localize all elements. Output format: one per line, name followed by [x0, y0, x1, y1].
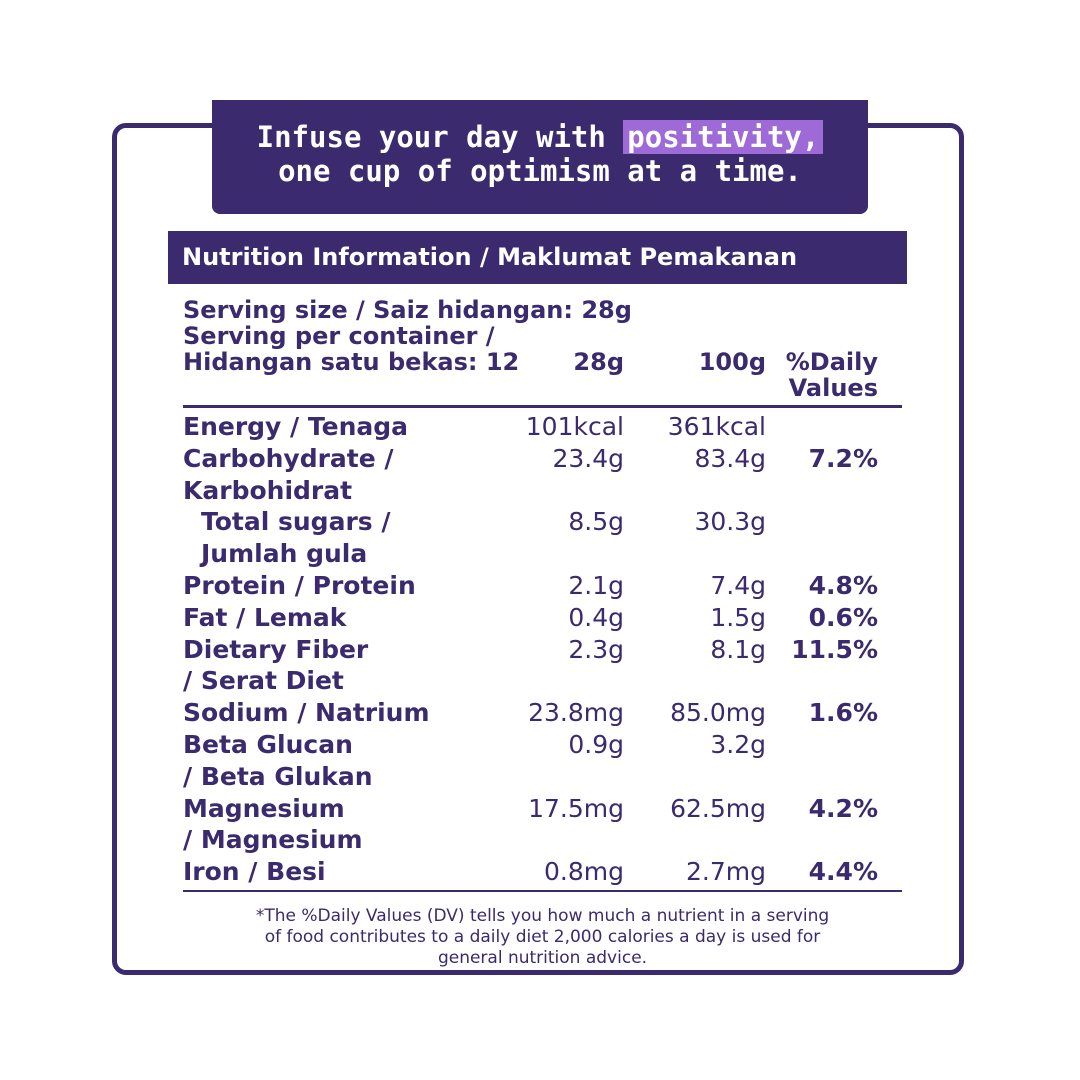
tagline-banner [212, 100, 868, 214]
value-per-28g: 0.8mg [544, 857, 624, 886]
footer-divider [183, 890, 902, 892]
table-row [0, 570, 1080, 602]
nutrient-label: / Beta Glukan [183, 762, 373, 791]
serving-per-container-2: Hidangan satu bekas: 12 [183, 348, 520, 376]
column-header-daily-values [786, 349, 878, 401]
value-per-100g: 2.7mg [686, 857, 766, 886]
table-row [0, 729, 1080, 761]
table-row [0, 506, 1080, 538]
table-row [0, 824, 1080, 856]
value-per-100g: 83.4g [694, 444, 766, 473]
value-per-28g: 23.4g [552, 444, 624, 473]
nutrient-label: Total sugars / [201, 507, 391, 536]
nutrient-label: Magnesium [183, 794, 345, 823]
nutrient-label: Karbohidrat [183, 476, 353, 505]
table-row [0, 793, 1080, 825]
serving-per-container-1: Serving per container / [183, 322, 495, 350]
value-per-28g: 8.5g [568, 507, 624, 536]
nutrient-label: Dietary Fiber [183, 635, 369, 664]
footnote-line-3: general nutrition advice. [437, 948, 648, 968]
value-per-100g: 1.5g [710, 603, 766, 632]
value-per-100g: 8.1g [710, 635, 766, 664]
nutrient-label: Jumlah gula [201, 539, 368, 568]
daily-value: 11.5% [791, 635, 878, 664]
daily-value: 7.2% [808, 444, 878, 473]
nutrient-label: Beta Glucan [183, 730, 353, 759]
table-row [0, 665, 1080, 697]
value-per-28g: 0.9g [568, 730, 624, 759]
column-header-28g: 28g [573, 348, 624, 376]
daily-value: 4.2% [808, 794, 878, 823]
daily-value: 0.6% [808, 603, 878, 632]
value-per-28g: 2.1g [568, 571, 624, 600]
footnote-line-2: of food contributes to a daily diet 2,000 calories a day is used for [264, 927, 821, 947]
nutrient-label: / Serat Diet [183, 666, 344, 695]
tagline-highlight: positivity, [623, 120, 823, 154]
value-per-100g: 62.5mg [670, 794, 766, 823]
tagline-line-2: one cup of optimism at a time. [278, 154, 802, 188]
table-row [0, 697, 1080, 729]
table-row [0, 634, 1080, 666]
value-per-100g: 361kcal [667, 412, 766, 441]
value-per-28g: 17.5mg [528, 794, 624, 823]
nutrient-label: Carbohydrate / [183, 444, 394, 473]
table-row [0, 475, 1080, 507]
value-per-28g: 0.4g [568, 603, 624, 632]
value-per-28g: 23.8mg [528, 698, 624, 727]
daily-value: 4.8% [808, 571, 878, 600]
daily-values-line-2: Values [788, 374, 878, 402]
daily-values-line-1: %Daily [785, 348, 878, 376]
table-row [0, 443, 1080, 475]
header-divider [183, 405, 902, 408]
tagline-line-1 [212, 120, 868, 154]
table-row [0, 602, 1080, 634]
daily-value: 4.4% [808, 857, 878, 886]
footnote-line-1: *The %Daily Values (DV) tells you how much a nutrient in a serving [255, 906, 830, 926]
footnote [183, 906, 902, 969]
nutrient-label: Fat / Lemak [183, 603, 347, 632]
nutrient-label: Energy / Tenaga [183, 412, 409, 441]
value-per-100g: 3.2g [710, 730, 766, 759]
table-row [0, 411, 1080, 443]
nutrition-title: Nutrition Information / Maklumat Pemakanan [168, 231, 907, 284]
tagline-pre: Infuse your day with [256, 120, 624, 154]
table-row [0, 856, 1080, 888]
value-per-100g: 7.4g [710, 571, 766, 600]
daily-value: 1.6% [808, 698, 878, 727]
table-row [0, 538, 1080, 570]
nutrient-label: Sodium / Natrium [183, 698, 430, 727]
column-header-100g: 100g [698, 348, 766, 376]
value-per-100g: 30.3g [694, 507, 766, 536]
serving-size: Serving size / Saiz hidangan: 28g [183, 296, 632, 324]
nutrient-label: Protein / Protein [183, 571, 416, 600]
nutrient-label: / Magnesium [183, 825, 363, 854]
value-per-28g: 2.3g [568, 635, 624, 664]
table-row [0, 761, 1080, 793]
value-per-100g: 85.0mg [670, 698, 766, 727]
value-per-28g: 101kcal [525, 412, 624, 441]
nutrient-label: Iron / Besi [183, 857, 326, 886]
